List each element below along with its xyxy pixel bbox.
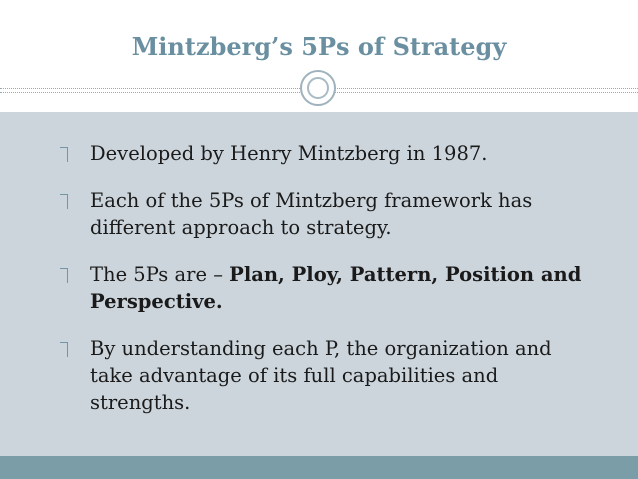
corner-bracket-icon xyxy=(60,147,68,162)
bullet-different-approach xyxy=(60,187,600,241)
bullet-prefix: The 5Ps are – xyxy=(90,263,230,286)
double-ring-icon xyxy=(300,70,336,106)
bullet-text: Each of the 5Ps of Mintzberg framework has different approach to strategy. xyxy=(90,189,533,239)
bullet-understanding-each-p xyxy=(60,335,600,416)
corner-bracket-icon xyxy=(60,194,68,209)
bullet-text: Developed by Henry Mintzberg in 1987. xyxy=(90,142,488,165)
bullet-developed-by xyxy=(60,140,600,167)
bullet-five-ps-list xyxy=(60,261,600,315)
footer-bar xyxy=(0,456,638,479)
slide-content-panel xyxy=(0,112,638,456)
bullet-text: By understanding each P, the organization and take advantage of its full capabilities and strengths. xyxy=(90,337,552,414)
corner-bracket-icon xyxy=(60,342,68,357)
slide-title: Mintzberg’s 5Ps of Strategy xyxy=(131,32,507,61)
bullet-bold-text: Plan, Ploy, Pattern, Position and Perspective. xyxy=(90,263,582,313)
inner-ring-icon xyxy=(307,77,329,99)
bullet-list xyxy=(60,140,600,416)
corner-bracket-icon xyxy=(60,268,68,283)
